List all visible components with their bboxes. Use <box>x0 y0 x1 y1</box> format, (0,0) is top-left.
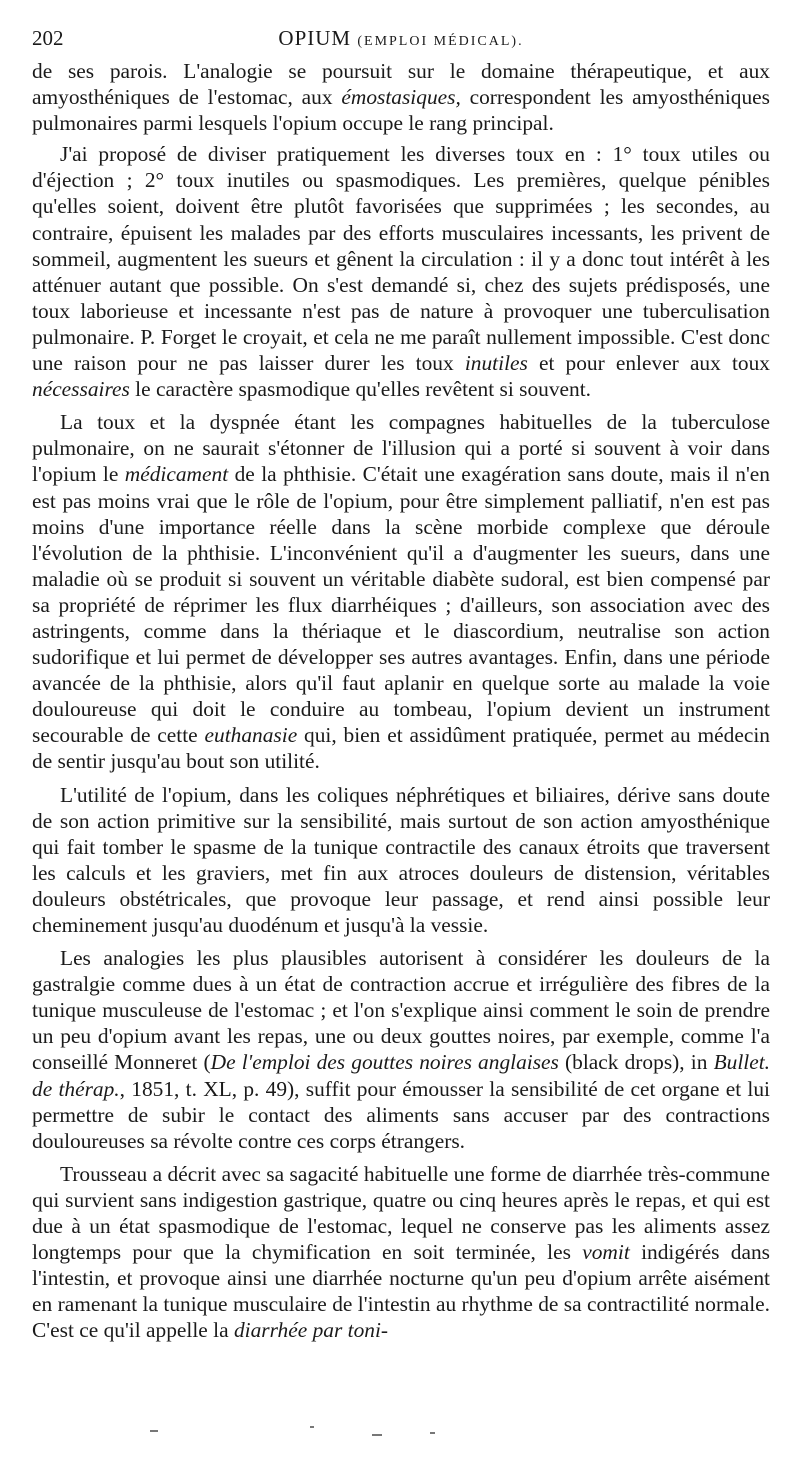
scan-speck <box>372 1434 382 1436</box>
text-run: correspondent les amyosthéniques pulmonaires parmi lesquels l'opium occupe le rang principal. <box>32 85 770 136</box>
italic-text: médicament <box>124 462 229 487</box>
body-text <box>32 58 770 1344</box>
text-run: La toux et la dyspnée étant les compagnes habituelles de la tuberculose pulmonaire, on ne saurait s'étonner de l'illusion qui a porté si souvent à voir dans l'opium le <box>32 410 770 487</box>
text-run: de la phthisie. C'était une exagération sans doute, mais il n'en est pas moins vrai que le rôle de l'opium, pour être simplement palliatif, n'en est pas moins d'une importance réelle dans la scène morbide complexe que déroule l'évolution de la phthisie. L'inconvénient qu'il a d'augmenter les sueurs, dans une maladie où se produit si souvent un véritable diabète sudoral, est bien compensé par sa propriété de réprimer les flux diarrhéiques ; d'ailleurs, son association avec des astringents, comme dans la thériaque et le diascordium, neutralise son action sudorifique et lui permet de développer ses autres avantages. Enfin, dans une période avancée de la phthisie, alors qu'il faut aplanir en quelque sorte au malade la voie douloureuse qui doit le conduire au tombeau, l'opium devient un instrument secourable de cette <box>32 462 770 748</box>
text-run: Les analogies les plus plausibles autorisent à considérer les douleurs de la gastralgie comme dues à un état de contraction accrue et irrégulière des fibres de la tunique musculeuse de l'estomac ; et l'on s'explique ainsi comment le soin de prendre un peu d'opium avant les repas, une ou deux gouttes noires, par exemple, comme l'a conseillé Monneret ( <box>32 946 770 1075</box>
running-header <box>32 26 770 52</box>
paragraph <box>32 58 770 136</box>
header-subtitle: (EMPLOI MÉDICAL). <box>357 34 524 49</box>
scan-speck <box>150 1430 158 1432</box>
text-run: (black drops), in <box>558 1050 714 1075</box>
scan-specks <box>0 1420 800 1440</box>
paragraph <box>32 409 770 774</box>
italic-text: euthanasie <box>204 723 298 748</box>
italic-text: diarrhée par toni- <box>233 1318 389 1343</box>
italic-text: nécessaires <box>32 377 130 402</box>
header-title: OPIUM <box>278 26 352 50</box>
scan-speck <box>310 1426 314 1428</box>
italic-text: Bullet. de thérap. <box>32 1050 770 1101</box>
text-run: de ses parois. L'analogie se poursuit sur le domaine thérapeutique, et aux amyosthéniques de l'estomac, aux <box>32 59 770 110</box>
text-run: le caractère spasmodique qu'elles revêtent si souvent. <box>129 377 592 402</box>
text-run: Trousseau a décrit avec sa sagacité habituelle une forme de diarrhée très-commune qui survient sans indigestion gastrique, quatre ou cinq heures après le repas, et qui est due à un état spasmodique de l'estomac, lequel ne conserve pas les aliments assez longtemps pour que la chymification en soit terminée, les <box>32 1161 770 1265</box>
text-run: , 1851, t. XL, p. 49), suffit pour émousser la sensibilité de cet organe et lui permettre de subir le contact des aliments sans accuser par des contractions douloureuses sa révolte contre ces corps étrangers. <box>32 1076 770 1153</box>
scan-speck <box>430 1432 435 1434</box>
paragraph <box>32 782 770 939</box>
document-page <box>32 26 770 1344</box>
paragraph <box>32 945 770 1154</box>
text-run: L'utilité de l'opium, dans les coliques néphrétiques et biliaires, dérive sans doute de son action primitive sur la sensibilité, mais surtout de son action amyosthénique qui fait tomber le spasme de la tunique contractile des canaux étroits que traversent les calculs et les graviers, met fin aux atroces douleurs de distension, véritables douleurs obstétricales, que provoque leur passage, et rend ainsi possible leur cheminement jusqu'au duodénum et jusqu'à la vessie. <box>32 782 770 937</box>
text-run: et pour enlever aux toux <box>527 351 770 376</box>
italic-text: émostasiques, <box>341 85 461 110</box>
italic-text: vomit <box>582 1240 630 1265</box>
paragraph <box>32 141 770 402</box>
text-run: indigérés dans l'intestin, et provoque ainsi une diarrhée nocturne qu'un peu d'opium arrête aisément en ramenant la tunique musculaire de l'intestin au rhythme de sa contractilité normale. C'est ce qu'il appelle la <box>32 1240 770 1343</box>
text-run: qui, bien et assidûment pratiquée, permet au médecin de sentir jusqu'au bout son utilité. <box>32 723 770 774</box>
italic-text: De l'emploi des gouttes noires anglaises <box>210 1050 559 1075</box>
page-number: 202 <box>32 26 64 50</box>
header-title-line <box>32 26 770 51</box>
italic-text: inutiles <box>464 351 528 376</box>
text-run: J'ai proposé de diviser pratiquement les diverses toux en : 1° toux utiles ou d'éjection ; 2° toux inutiles ou spasmodiques. Les premières, quelque pénibles qu'elles soient, doivent être plutôt favorisées que supprimées ; les secondes, au contraire, épuisent les malades par des efforts musculaires incessants, les privent de sommeil, augmentent les sueurs et gênent la circulation : il y a donc tout intérêt à les atténuer autant que possible. On s'est demandé si, chez des sujets prédisposés, une toux laborieuse et incessante n'est pas de nature à provoquer une tuberculisation pulmonaire. P. Forget le croyait, et cela ne me paraît nullement impossible. C'est donc une raison pour ne pas laisser durer les toux <box>32 142 770 376</box>
paragraph <box>32 1161 770 1344</box>
